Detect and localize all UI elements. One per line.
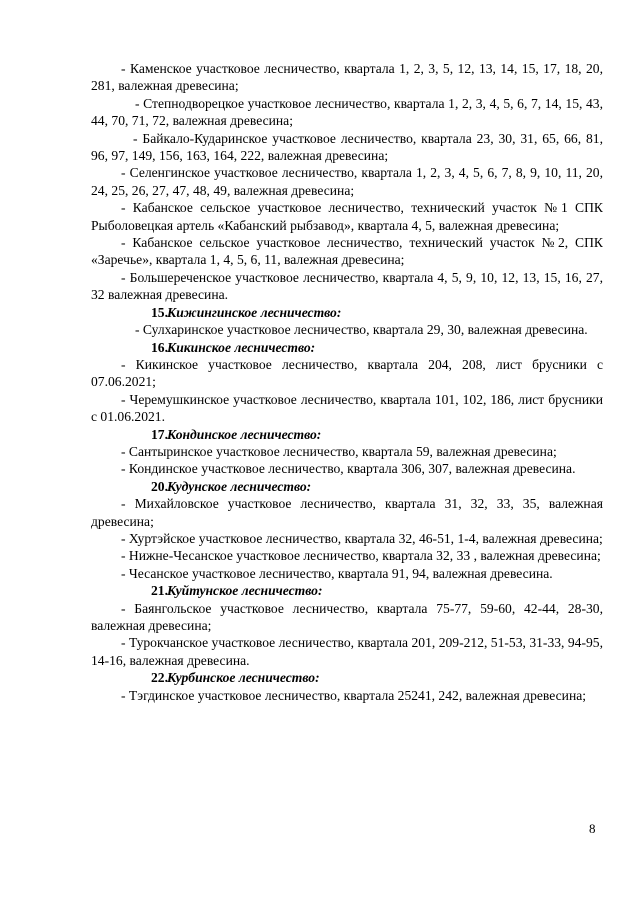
section-number: 20. bbox=[151, 478, 168, 494]
list-item: - Нижне-Чесанское участковое лесничество, квартала 32, 33 , валежная древесина; bbox=[121, 548, 601, 564]
section-number: 17. bbox=[151, 426, 168, 442]
section-title: Кондинское лесничество: bbox=[167, 426, 322, 442]
list-item: - Черемушкинское участковое лесничество, квартала 101, 102, 186, лист брусники с 01.06.2021. bbox=[91, 391, 603, 425]
list-item: - Сантыринское участковое лесничество, квартала 59, валежная древесина; bbox=[121, 443, 557, 459]
section-heading bbox=[91, 426, 603, 443]
document-body bbox=[91, 60, 603, 704]
section-number: 22. bbox=[151, 670, 168, 686]
list-item: - Кабанское сельское участковое лесничество, технический участок №2, СПК «Заречье», квартала 1, 4, 5, 6, 11, валежная древесина; bbox=[91, 235, 603, 268]
list-item: - Кикинское участковое лесничество, квартала 204, 208, лист брусники с 07.06.2021; bbox=[91, 356, 603, 390]
list-item: - Тэгдинское участковое лесничество, квартала 25241, 242, валежная древесина; bbox=[121, 687, 587, 703]
section-title: Кикинское лесничество: bbox=[167, 339, 316, 355]
list-item: - Каменское участковое лесничество, квартала 1, 2, 3, 5, 12, 13, 14, 15, 17, 18, 20, 281, валежная древесина; bbox=[91, 61, 603, 94]
list-item: - Степнодворецкое участковое лесничество, квартала 1, 2, 3, 4, 5, 6, 7, 14, 15, 43, 44, 70, 71, 72, валежная древесина; bbox=[91, 95, 603, 129]
section-heading bbox=[91, 478, 603, 495]
section-heading bbox=[91, 339, 603, 356]
list-item: - Байкало-Кударинское участковое лесничество, квартала 23, 30, 31, 65, 66, 81, 96, 97, 149, 156, 163, 164, 222, валежная древесина; bbox=[91, 130, 603, 164]
section-number: 16. bbox=[151, 339, 168, 355]
section-number: 21. bbox=[151, 583, 168, 599]
section-title: Курбинское лесничество: bbox=[167, 670, 320, 686]
list-item: - Кабанское сельское участковое лесничество, технический участок №1 СПК Рыболовецкая артель «Кабанский рыбзавод», квартала 4, 5, валежная древесина; bbox=[91, 200, 603, 233]
section-heading bbox=[91, 669, 603, 686]
list-item: - Баянгольское участковое лесничество, квартала 75-77, 59-60, 42-44, 28-30, валежная древесина; bbox=[91, 600, 603, 633]
section-number: 15. bbox=[151, 304, 168, 320]
list-item: - Сулхаринское участковое лесничество, квартала 29, 30, валежная древесина. bbox=[135, 322, 588, 338]
section-title: Кудунское лесничество: bbox=[167, 478, 312, 494]
section-title: Кижингинское лесничество: bbox=[167, 304, 342, 320]
section-heading bbox=[91, 582, 603, 599]
list-item: - Большереченское участковое лесничество, квартала 4, 5, 9, 10, 12, 13, 15, 16, 27, 32 валежная древесина. bbox=[91, 269, 603, 303]
list-item: - Кондинское участковое лесничество, квартала 306, 307, валежная древесина. bbox=[121, 461, 576, 477]
list-item: - Селенгинское участковое лесничество, квартала 1, 2, 3, 4, 5, 6, 7, 8, 9, 10, 11, 20, 24, 25, 26, 27, 47, 48, 49, валежная древесина; bbox=[91, 165, 603, 198]
list-item: - Турокчанское участковое лесничество, квартала 201, 209-212, 51-53, 31-33, 94-95, 14-16, валежная древесина. bbox=[91, 635, 603, 668]
list-item: - Михайловское участковое лесничество, квартала 31, 32, 33, 35, валежная древесина; bbox=[91, 496, 603, 529]
list-item: - Хуртэйское участковое лесничество, квартала 32, 46-51, 1-4, валежная древесина; bbox=[121, 530, 603, 546]
section-heading bbox=[91, 304, 603, 321]
page-number: 8 bbox=[589, 821, 596, 836]
section-title: Куйтунское лесничество: bbox=[167, 583, 323, 599]
list-item: - Чесанское участковое лесничество, квартала 91, 94, валежная древесина. bbox=[121, 565, 553, 581]
